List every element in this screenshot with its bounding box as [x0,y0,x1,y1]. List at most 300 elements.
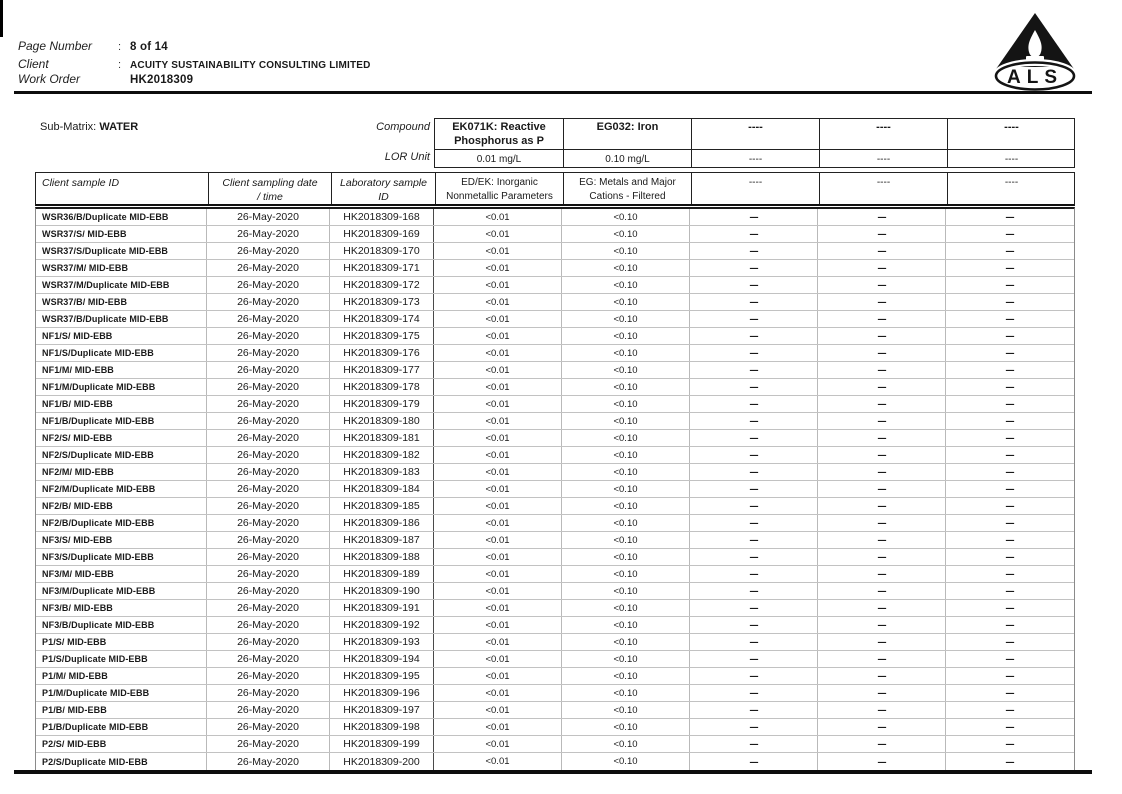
result-value-cell: <0.01 [434,328,562,344]
result-value-cell: <0.01 [434,651,562,667]
result-value-cell: <0.10 [562,600,690,616]
table-row [36,260,1074,277]
lab-sample-id-cell: HK2018309-178 [330,379,434,395]
result-value-cell: <0.01 [434,685,562,701]
sampling-date-cell: 26-May-2020 [207,362,330,378]
sampling-date-cell: 26-May-2020 [207,328,330,344]
result-empty-cell: ---- [1005,620,1014,630]
result-empty-cell: ---- [1005,382,1014,392]
analyte-title-placeholder: ---- [691,119,819,149]
result-value-cell: <0.01 [434,260,562,276]
sampling-date-cell: 26-May-2020 [207,566,330,582]
result-value-cell: <0.10 [562,719,690,735]
lab-sample-id-cell: HK2018309-186 [330,515,434,531]
result-empty-cell: ---- [818,430,946,446]
lab-sample-id-cell: HK2018309-189 [330,566,434,582]
result-value-cell: <0.10 [562,328,690,344]
result-empty-cell: ---- [1005,501,1014,511]
result-empty-cell: ---- [690,702,818,718]
table-row [36,464,1074,481]
page-number-colon: : [118,41,122,53]
client-sample-id-cell: NF2/S/Duplicate MID-EBB [36,447,207,463]
result-value-cell: <0.10 [562,702,690,718]
result-empty-cell: ---- [818,464,946,480]
result-value-cell: <0.01 [434,226,562,242]
result-value-cell: <0.10 [562,566,690,582]
result-empty-cell: ---- [1005,399,1014,409]
result-value-cell: <0.01 [434,345,562,361]
client-sample-id-cell: WSR36/B/Duplicate MID-EBB [36,209,207,225]
page-number-row [18,39,168,53]
table-row [36,328,1074,345]
table-row [36,209,1074,226]
client-sample-id-cell: P1/S/ MID-EBB [36,634,207,650]
table-row [36,413,1074,430]
result-empty-cell: ---- [1005,535,1014,545]
result-empty-cell: ---- [690,464,818,480]
result-empty-cell: ---- [1005,705,1014,715]
result-value-cell: <0.10 [562,413,690,429]
result-value-cell: <0.01 [434,668,562,684]
table-row [36,277,1074,294]
table-row [36,617,1074,634]
result-empty-cell: ---- [690,498,818,514]
client-row [18,57,371,71]
result-value-cell: <0.01 [434,243,562,259]
client-sample-id-cell: NF3/M/ MID-EBB [36,566,207,582]
lor-unit-label: LOR Unit [384,151,430,163]
table-row [36,447,1074,464]
result-empty-cell: ---- [1005,688,1014,698]
sampling-date-cell: 26-May-2020 [207,294,330,310]
result-value-cell: <0.10 [562,277,690,293]
client-sample-id-cell: P2/S/ MID-EBB [36,736,207,752]
result-empty-cell: ---- [818,396,946,412]
sampling-date-cell: 26-May-2020 [207,243,330,259]
result-empty-cell: ---- [1005,586,1014,596]
result-value-cell: <0.10 [562,447,690,463]
client-sample-id-cell: NF2/M/ MID-EBB [36,464,207,480]
client-colon: : [118,59,122,71]
scan-edge-artifact [0,0,3,37]
table-row [36,583,1074,600]
result-empty-cell: ---- [818,294,946,310]
result-value-cell: <0.01 [434,379,562,395]
result-empty-cell: ---- [690,260,818,276]
client-sample-id-cell: NF1/S/Duplicate MID-EBB [36,345,207,361]
lab-sample-id-cell: HK2018309-195 [330,668,434,684]
client-sample-id-cell: WSR37/M/Duplicate MID-EBB [36,277,207,293]
result-value-cell: <0.10 [562,498,690,514]
result-value-cell: <0.10 [562,634,690,650]
result-value-cell: <0.01 [434,702,562,718]
result-empty-cell: ---- [818,209,946,225]
sampling-date-cell: 26-May-2020 [207,413,330,429]
client-sample-id-cell: NF2/M/Duplicate MID-EBB [36,481,207,497]
col-header-lab-sample-id [331,173,435,204]
result-empty-cell: ---- [690,617,818,633]
table-row [36,702,1074,719]
method-group-placeholder: ---- [947,173,1075,204]
method-group: ED/EK: Inorganic Nonmetallic Parameters [435,173,563,204]
result-empty-cell: ---- [690,413,818,429]
lab-sample-id-cell: HK2018309-193 [330,634,434,650]
result-empty-cell: ---- [1005,212,1014,222]
result-empty-cell: ---- [818,685,946,701]
work-order-label: Work Order [18,72,81,86]
column-header-band [35,172,1075,206]
result-empty-cell: ---- [818,736,946,752]
client-sample-id-cell: P1/M/ MID-EBB [36,668,207,684]
result-value-cell: <0.10 [562,668,690,684]
page-bottom-rule [14,770,1092,774]
table-row [36,294,1074,311]
client-sample-id-cell: NF1/S/ MID-EBB [36,328,207,344]
lab-sample-id-cell: HK2018309-184 [330,481,434,497]
sampling-date-cell: 26-May-2020 [207,430,330,446]
result-empty-cell: ---- [690,362,818,378]
sampling-date-cell: 26-May-2020 [207,634,330,650]
sampling-date-cell: 26-May-2020 [207,702,330,718]
sampling-date-cell: 26-May-2020 [207,532,330,548]
client-sample-id-cell: P1/M/Duplicate MID-EBB [36,685,207,701]
lab-sample-id-cell: HK2018309-194 [330,651,434,667]
client-sample-id-cell: NF3/B/Duplicate MID-EBB [36,617,207,633]
table-row [36,362,1074,379]
result-empty-cell: ---- [690,294,818,310]
result-empty-cell: ---- [690,345,818,361]
result-value-cell: <0.01 [434,447,562,463]
result-value-cell: <0.01 [434,430,562,446]
lab-sample-id-cell: HK2018309-200 [330,753,434,770]
analyte-lor-placeholder: ---- [691,149,819,168]
lab-sample-id-cell: HK2018309-180 [330,413,434,429]
sampling-date-cell: 26-May-2020 [207,311,330,327]
lab-sample-id-cell: HK2018309-173 [330,294,434,310]
lab-sample-id-cell: HK2018309-168 [330,209,434,225]
result-empty-cell: ---- [1005,569,1014,579]
result-empty-cell: ---- [1005,654,1014,664]
result-empty-cell: ---- [1005,433,1014,443]
client-sample-id-cell: P1/S/Duplicate MID-EBB [36,651,207,667]
sampling-date-cell: 26-May-2020 [207,583,330,599]
table-row [36,668,1074,685]
result-empty-cell: ---- [818,345,946,361]
result-empty-cell: ---- [690,243,818,259]
result-empty-cell: ---- [818,328,946,344]
client-sample-id-cell: NF1/M/Duplicate MID-EBB [36,379,207,395]
col-header-sampling-date-line2: / time [257,191,283,203]
sampling-date-cell: 26-May-2020 [207,379,330,395]
sub-matrix-value: WATER [99,121,139,133]
result-empty-cell: ---- [1005,416,1014,426]
letterhead-divider-rule [14,91,1092,94]
result-empty-cell: ---- [690,277,818,293]
client-sample-id-cell: NF2/B/Duplicate MID-EBB [36,515,207,531]
client-sample-id-cell: P1/B/Duplicate MID-EBB [36,719,207,735]
sampling-date-cell: 26-May-2020 [207,481,330,497]
result-empty-cell: ---- [818,532,946,548]
result-value-cell: <0.10 [562,396,690,412]
sample-table-body [36,209,1074,770]
result-value-cell: <0.10 [562,260,690,276]
result-empty-cell: ---- [690,532,818,548]
result-value-cell: <0.10 [562,430,690,446]
result-empty-cell: ---- [690,634,818,650]
page-number-value: 8 of 14 [130,41,168,53]
client-sample-id-cell: P1/B/ MID-EBB [36,702,207,718]
result-value-cell: <0.10 [562,243,690,259]
lab-sample-id-cell: HK2018309-190 [330,583,434,599]
result-empty-cell: ---- [1005,484,1014,494]
lab-sample-id-cell: HK2018309-176 [330,345,434,361]
sampling-date-cell: 26-May-2020 [207,685,330,701]
lab-sample-id-cell: HK2018309-172 [330,277,434,293]
client-sample-id-cell: NF1/B/ MID-EBB [36,396,207,412]
client-sample-id-cell: WSR37/B/Duplicate MID-EBB [36,311,207,327]
lab-sample-id-cell: HK2018309-175 [330,328,434,344]
client-sample-id-cell: NF3/S/Duplicate MID-EBB [36,549,207,565]
result-value-cell: <0.10 [562,226,690,242]
sub-matrix [40,121,138,133]
table-row [36,719,1074,736]
result-empty-cell: ---- [1005,450,1014,460]
result-empty-cell: ---- [818,379,946,395]
page-number-label: Page Number [18,39,93,53]
sampling-date-cell: 26-May-2020 [207,447,330,463]
result-empty-cell: ---- [818,413,946,429]
als-logo [985,8,1085,98]
client-label: Client [18,57,49,71]
table-row [36,345,1074,362]
lab-sample-id-cell: HK2018309-174 [330,311,434,327]
sampling-date-cell: 26-May-2020 [207,549,330,565]
result-empty-cell: ---- [690,566,818,582]
table-row [36,430,1074,447]
analyte-title-placeholder: ---- [819,119,947,149]
client-sample-id-cell: NF1/M/ MID-EBB [36,362,207,378]
lab-sample-id-cell: HK2018309-185 [330,498,434,514]
result-empty-cell: ---- [1005,229,1014,239]
result-empty-cell: ---- [818,719,946,735]
analyte-header-band [434,118,1075,168]
lab-sample-id-cell: HK2018309-169 [330,226,434,242]
lab-sample-id-cell: HK2018309-170 [330,243,434,259]
result-empty-cell: ---- [818,447,946,463]
result-empty-cell: ---- [818,668,946,684]
result-value-cell: <0.10 [562,515,690,531]
result-value-cell: <0.01 [434,719,562,735]
analyte-title: EG032: Iron [563,119,691,149]
client-sample-id-cell: NF2/S/ MID-EBB [36,430,207,446]
work-order-value: HK2018309 [130,74,194,86]
client-sample-id-cell: NF3/S/ MID-EBB [36,532,207,548]
result-empty-cell: ---- [690,583,818,599]
als-logo-text: ALS [1007,67,1063,88]
sampling-date-cell: 26-May-2020 [207,668,330,684]
sampling-date-cell: 26-May-2020 [207,736,330,752]
table-row [36,532,1074,549]
lab-sample-id-cell: HK2018309-171 [330,260,434,276]
result-empty-cell: ---- [690,209,818,225]
result-empty-cell: ---- [818,634,946,650]
sampling-date-cell: 26-May-2020 [207,515,330,531]
table-row [36,481,1074,498]
result-empty-cell: ---- [1005,348,1014,358]
result-empty-cell: ---- [818,311,946,327]
result-empty-cell: ---- [1005,331,1014,341]
method-group-placeholder: ---- [819,173,947,204]
result-empty-cell: ---- [1005,297,1014,307]
table-row [36,634,1074,651]
result-empty-cell: ---- [690,311,818,327]
sampling-date-cell: 26-May-2020 [207,464,330,480]
result-value-cell: <0.10 [562,345,690,361]
result-empty-cell: ---- [690,447,818,463]
result-value-cell: <0.10 [562,532,690,548]
result-empty-cell: ---- [818,260,946,276]
lab-sample-id-cell: HK2018309-199 [330,736,434,752]
client-sample-id-cell: NF3/B/ MID-EBB [36,600,207,616]
table-row [36,736,1074,753]
result-empty-cell: ---- [690,753,818,770]
result-empty-cell: ---- [690,328,818,344]
result-empty-cell: ---- [690,600,818,616]
analyte-lor-placeholder: ---- [947,149,1075,168]
result-value-cell: <0.01 [434,481,562,497]
table-row [36,226,1074,243]
result-value-cell: <0.10 [562,379,690,395]
result-empty-cell: ---- [1005,280,1014,290]
result-value-cell: <0.01 [434,515,562,531]
als-logo-icon [985,8,1085,93]
result-empty-cell: ---- [818,651,946,667]
sampling-date-cell: 26-May-2020 [207,719,330,735]
analyte-lor: 0.01 mg/L [435,149,563,168]
result-empty-cell: ---- [1005,518,1014,528]
compound-label: Compound [376,121,430,133]
result-value-cell: <0.10 [562,362,690,378]
col-header-lab-sample-id-line2: ID [378,191,389,203]
sampling-date-cell: 26-May-2020 [207,600,330,616]
result-value-cell: <0.01 [434,736,562,752]
result-value-cell: <0.10 [562,685,690,701]
lab-sample-id-cell: HK2018309-177 [330,362,434,378]
result-value-cell: <0.10 [562,583,690,599]
result-value-cell: <0.01 [434,311,562,327]
result-value-cell: <0.01 [434,277,562,293]
result-empty-cell: ---- [1005,637,1014,647]
result-empty-cell: ---- [818,583,946,599]
col-header-client-sample-id: Client sample ID [42,177,120,189]
result-value-cell: <0.01 [434,600,562,616]
sampling-date-cell: 26-May-2020 [207,209,330,225]
col-header-lab-sample-id-line1: Laboratory sample [340,177,427,189]
result-empty-cell: ---- [1005,314,1014,324]
lab-sample-id-cell: HK2018309-197 [330,702,434,718]
result-value-cell: <0.01 [434,362,562,378]
result-value-cell: <0.10 [562,736,690,752]
client-value: ACUITY SUSTAINABILITY CONSULTING LIMITED [130,60,371,71]
sampling-date-cell: 26-May-2020 [207,396,330,412]
result-empty-cell: ---- [1005,365,1014,375]
client-sample-id-cell: WSR37/S/ MID-EBB [36,226,207,242]
client-sample-id-cell: NF3/M/Duplicate MID-EBB [36,583,207,599]
client-sample-id-cell: NF2/B/ MID-EBB [36,498,207,514]
result-value-cell: <0.10 [562,209,690,225]
sampling-date-cell: 26-May-2020 [207,617,330,633]
result-value-cell: <0.10 [562,549,690,565]
result-value-cell: <0.01 [434,634,562,650]
result-empty-cell: ---- [690,719,818,735]
result-empty-cell: ---- [690,379,818,395]
col-header-sampling-date-line1: Client sampling date [222,177,318,189]
sampling-date-cell: 26-May-2020 [207,498,330,514]
analyte-lor-placeholder: ---- [819,149,947,168]
table-row [36,753,1074,770]
lab-sample-id-cell: HK2018309-181 [330,430,434,446]
table-row [36,515,1074,532]
result-empty-cell: ---- [690,668,818,684]
table-row [36,566,1074,583]
result-value-cell: <0.10 [562,651,690,667]
table-row [36,311,1074,328]
sampling-date-cell: 26-May-2020 [207,651,330,667]
client-sample-id-cell: NF1/B/Duplicate MID-EBB [36,413,207,429]
client-sample-id-cell: WSR37/S/Duplicate MID-EBB [36,243,207,259]
result-empty-cell: ---- [690,226,818,242]
result-empty-cell: ---- [818,600,946,616]
sub-matrix-label: Sub-Matrix: [40,121,97,133]
lab-sample-id-cell: HK2018309-179 [330,396,434,412]
client-sample-id-cell: P2/S/Duplicate MID-EBB [36,753,207,770]
lab-sample-id-cell: HK2018309-187 [330,532,434,548]
table-row [36,498,1074,515]
result-empty-cell: ---- [818,498,946,514]
lab-sample-id-cell: HK2018309-191 [330,600,434,616]
result-empty-cell: ---- [818,549,946,565]
analyte-title: EK071K: Reactive Phosphorus as P [452,121,546,147]
result-value-cell: <0.01 [434,549,562,565]
result-empty-cell: ---- [1005,603,1014,613]
lab-sample-id-cell: HK2018309-192 [330,617,434,633]
sample-results-table [35,207,1075,771]
result-empty-cell: ---- [1005,467,1014,477]
result-value-cell: <0.01 [434,413,562,429]
method-group-placeholder: ---- [691,173,819,204]
result-value-cell: <0.10 [562,753,690,770]
result-value-cell: <0.10 [562,617,690,633]
result-value-cell: <0.10 [562,481,690,497]
result-value-cell: <0.01 [434,209,562,225]
lab-sample-id-cell: HK2018309-196 [330,685,434,701]
result-empty-cell: ---- [818,753,946,770]
table-row [36,396,1074,413]
sampling-date-cell: 26-May-2020 [207,345,330,361]
sampling-date-cell: 26-May-2020 [207,753,330,770]
result-value-cell: <0.10 [562,311,690,327]
lab-sample-id-cell: HK2018309-182 [330,447,434,463]
result-empty-cell: ---- [818,702,946,718]
result-empty-cell: ---- [690,685,818,701]
client-sample-id-cell: WSR37/B/ MID-EBB [36,294,207,310]
work-order-row [18,72,193,86]
result-value-cell: <0.01 [434,753,562,770]
result-empty-cell: ---- [1005,246,1014,256]
analyte-title-placeholder: ---- [947,119,1075,149]
result-value-cell: <0.01 [434,566,562,582]
result-value-cell: <0.01 [434,498,562,514]
